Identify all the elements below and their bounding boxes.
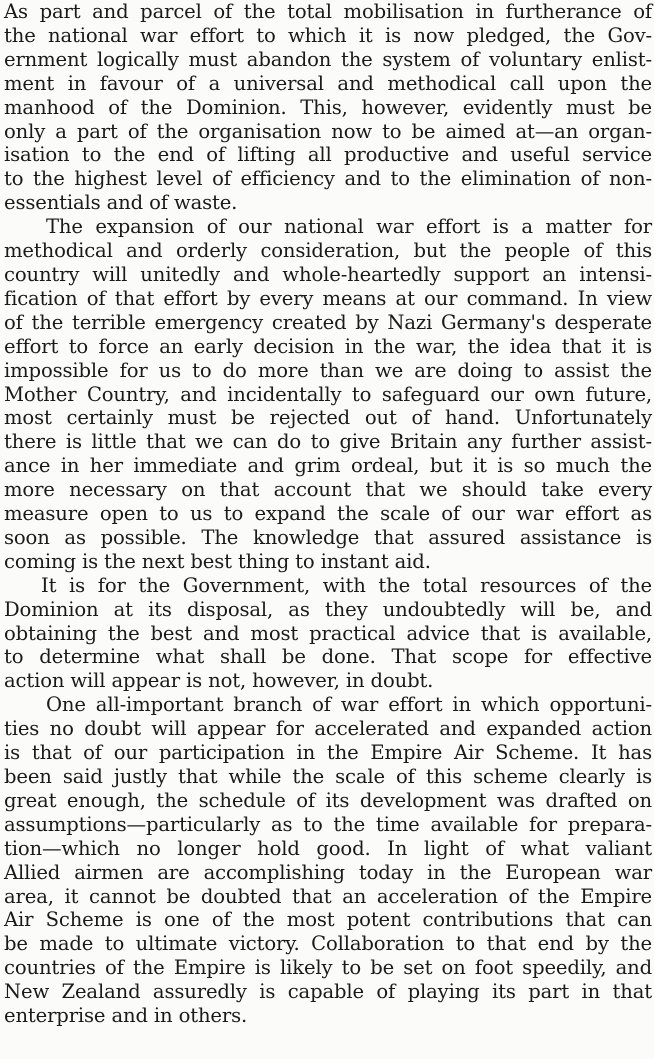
text-line: fication of that effort by every means at our command. In view — [4, 286, 652, 310]
text-line: the national war effort to which it is now pledged, the Gov- — [4, 23, 652, 47]
paragraph-air-scheme — [4, 693, 652, 1028]
text-line: is that of our participation in the Empire Air Scheme. It has — [4, 741, 652, 765]
text-line: to determine what shall be done. That scope for effective — [4, 645, 652, 669]
text-line: Mother Country, and incidentally to safeguard our own future, — [4, 382, 652, 406]
text-line: measure open to us to expand the scale of our war effort as — [4, 502, 652, 526]
text-line: effort to force an early decision in the war, the idea that it is — [4, 334, 652, 358]
paragraph-expansion — [4, 215, 652, 574]
paragraph-government — [4, 574, 652, 694]
text-line: The expansion of our national war effort is a matter for — [46, 215, 652, 239]
text-line: New Zealand assuredly is capable of playing its part in that — [4, 980, 652, 1004]
text-line: As part and parcel of the total mobilisation in furtherance of — [4, 0, 652, 23]
text-line: Dominion at its disposal, as they undoubtedly will be, and — [4, 597, 652, 621]
text-line: area, it cannot be doubted that an acceleration of the Empire — [4, 884, 652, 908]
text-line: countries of the Empire is likely to be set on foot speedily, and — [4, 956, 652, 980]
text-line: most certainly must be rejected out of hand. Unfortunately — [4, 406, 652, 430]
text-line: action will appear is not, however, in doubt. — [4, 669, 434, 693]
paragraph-mobilisation — [4, 0, 652, 215]
text-line: ernment logically must abandon the system of voluntary enlist- — [4, 47, 652, 71]
text-line: soon as possible. The knowledge that assured assistance is — [4, 525, 652, 549]
text-line: obtaining the best and most practical advice that is available, — [4, 621, 652, 645]
text-line: there is little that we can do to give Britain any further assist- — [4, 430, 652, 454]
text-line: Air Scheme is one of the most potent contributions that can — [4, 908, 652, 932]
text-line: ance in her immediate and grim ordeal, but it is so much the — [4, 454, 652, 478]
text-line: tion—which no longer hold good. In light of what valiant — [4, 836, 652, 860]
text-line: great enough, the schedule of its development was drafted on — [4, 788, 652, 812]
text-line: country will unitedly and whole-heartedly support an intensi- — [4, 262, 652, 286]
text-line: ties no doubt will appear for accelerated and expanded action — [4, 717, 652, 741]
text-line: isation to the end of lifting all productive and useful service — [4, 143, 652, 167]
text-line: more necessary on that account that we should take every — [4, 478, 652, 502]
text-line: methodical and orderly consideration, but the people of this — [4, 239, 652, 263]
text-line: It is for the Government, with the total resources of the — [41, 573, 652, 597]
text-line: assumptions—particularly as to the time available for prepara- — [4, 812, 652, 836]
text-line: One all-important branch of war effort in which opportuni- — [46, 693, 652, 717]
text-line: ment in favour of a universal and methodical call upon the — [4, 71, 652, 95]
text-line: essentials and of waste. — [4, 191, 238, 215]
text-line: enterprise and in others. — [4, 1004, 248, 1028]
text-line: impossible for us to do more than we are doing to assist the — [4, 358, 652, 382]
text-line: only a part of the organisation now to be aimed at—an organ- — [4, 119, 652, 143]
text-line: Allied airmen are accomplishing today in the European war — [4, 860, 652, 884]
text-line: manhood of the Dominion. This, however, evidently must be — [4, 95, 652, 119]
text-line: coming is the next best thing to instant aid. — [4, 549, 431, 573]
text-line: to the highest level of efficiency and to the elimination of non- — [4, 167, 652, 191]
text-line: of the terrible emergency created by Nazi Germany's desperate — [4, 310, 652, 334]
text-line: be made to ultimate victory. Collaboration to that end by the — [4, 932, 652, 956]
text-line: been said justly that while the scale of this scheme clearly is — [4, 765, 652, 788]
